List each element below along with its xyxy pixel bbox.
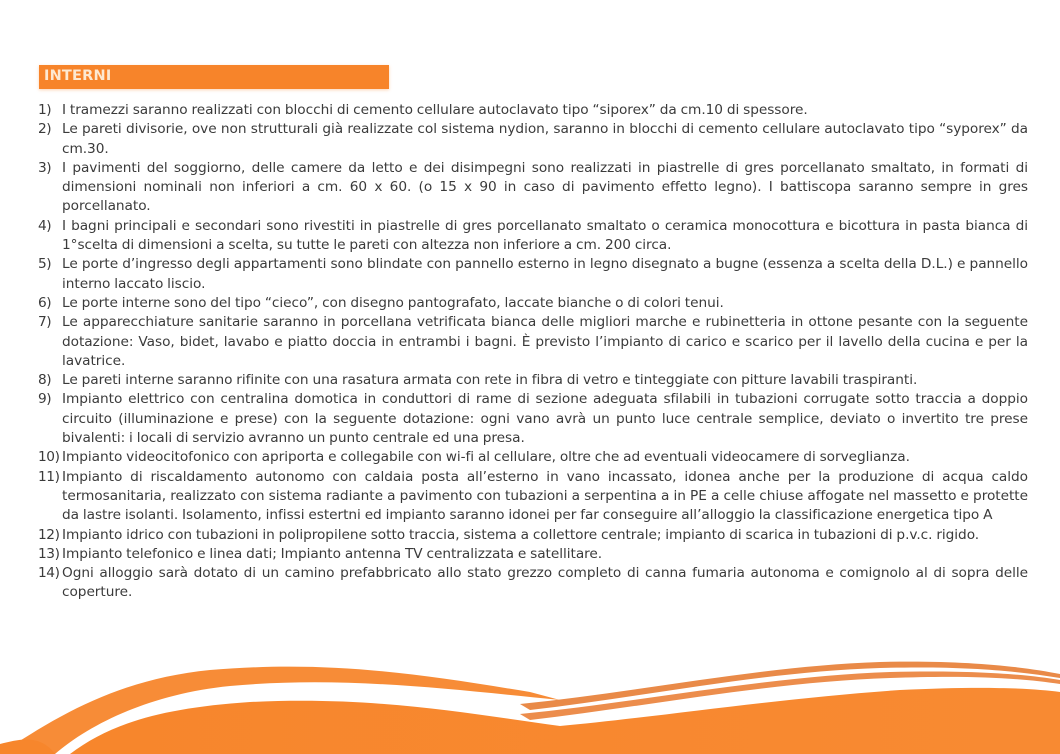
list-item [38,120,1028,159]
spec-list [38,101,1028,603]
list-item [38,448,1028,467]
list-item [38,390,1028,448]
list-item [38,101,1028,120]
list-item [38,313,1028,371]
item-number: 1) [38,102,52,118]
item-text: Le porte interne sono del tipo “cieco”, con disegno pantografato, laccate bianche o di colori tenui. [62,294,724,311]
item-text: Impianto idrico con tubazioni in polipropilene sotto traccia, sistema a collettore centrale; impianto di scarica in tubazioni di p.v.c. rigido. [62,526,980,543]
item-number: 4) [38,217,52,234]
list-item [38,564,1028,603]
item-text: Ogni alloggio sarà dotato di un camino prefabbricato allo stato grezzo completo di canna fumaria autonoma e comignolo al di sopra delle coperture. [62,565,1028,601]
item-text: Le pareti divisorie, ove non strutturali già realizzate col sistema nydion, saranno in blocchi di cemento cellulare autoclavato tipo “syporex” da cm.30. [62,121,1028,157]
item-text: I bagni principali e secondari sono rivestiti in piastrelle di gres porcellanato smaltato o ceramica monocottura e bicottura in pasta bianca di 1°scelta di dimensioni a scelta, su tutte le pareti con altezza non inferiore a cm. 200 circa. [62,217,1028,254]
item-text: Le apparecchiature sanitarie saranno in porcellana vetrificata bianca delle migliori marche e rubinetteria in ottone pesante con la seguente dotazione: Vaso, bidet, lavabo e piatto doccia in entrambi i bagni. È previsto l’impianto di carico e scarico per il lavello della cucina e per la lavatrice. [62,314,1028,369]
item-text: Impianto videocitofonico con apriporta e collegabile con wi-fi al cellulare, oltre che ad eventuali videocamere di sorveglianza. [62,449,910,466]
list-item [38,159,1028,217]
list-item [38,255,1028,294]
item-number: 12) [38,526,60,543]
item-text: Le pareti interne saranno rifinite con una rasatura armata con rete in fibra di vetro e tinteggiate con pitture lavabili traspiranti. [62,372,918,389]
list-item [38,526,1028,545]
item-number: 14) [38,565,60,582]
orange-wave-decoration [0,644,1060,754]
item-number: 8) [38,372,52,389]
item-number: 5) [38,256,52,273]
item-text: Impianto elettrico con centralina domotica in conduttori di rame di sezione adeguata sfilabili in tubazioni corrugate sotto traccia a doppio circuito (illuminazione e prese) con la seguente dotazione: ogni vano avrà un punto luce centrale semplice, deviato o invertito tre prese bivalenti: i locali di servizio avranno un punto centrale ed una presa. [62,391,1028,447]
section-title: INTERNI [44,68,112,84]
item-number: 2) [38,121,52,138]
item-text: I tramezzi saranno realizzati con blocchi di cemento cellulare autoclavato tipo “siporex” da cm.10 di spessore. [62,102,808,118]
list-item [38,468,1028,526]
item-number: 6) [38,294,52,311]
list-item [38,545,1028,564]
list-item [38,371,1028,390]
section-header-bar [39,65,389,89]
item-text: I pavimenti del soggiorno, delle camere da letto e dei disimpegni sono realizzati in piastrelle di gres porcellanato smaltato, in formati di dimensioni nominali non inferiori a cm. 60 x 60. (o 15 x 90 in caso di pavimento effetto legno). I battiscopa saranno sempre in gres porcellanato. [62,159,1028,215]
item-text: Impianto di riscaldamento autonomo con caldaia posta all’esterno in vano incassato, idonea anche per la produzione di acqua caldo termosanitaria, realizzato con sistema radiante a pavimento con tubazioni a serpentina a in PE a celle chiuse affogate nel massetto e protette da lastre isolanti. Isolamento, infissi estertni ed impianto saranno idonei per far conseguire all’alloggio la classificazione energetica tipo A [62,468,1028,524]
list-item [38,217,1028,256]
item-number: 11) [38,468,60,485]
item-number: 9) [38,391,52,408]
list-item [38,294,1028,313]
item-text: Impianto telefonico e linea dati; Impianto antenna TV centralizzata e satellitare. [62,545,603,562]
item-number: 13) [38,545,60,562]
item-number: 7) [38,314,52,331]
item-text: Le porte d’ingresso degli appartamenti sono blindate con pannello esterno in legno disegnato a bugne (essenza a scelta della D.L.) e pannello interno laccato liscio. [62,256,1028,292]
item-number: 3) [38,159,52,176]
item-number: 10) [38,449,60,466]
